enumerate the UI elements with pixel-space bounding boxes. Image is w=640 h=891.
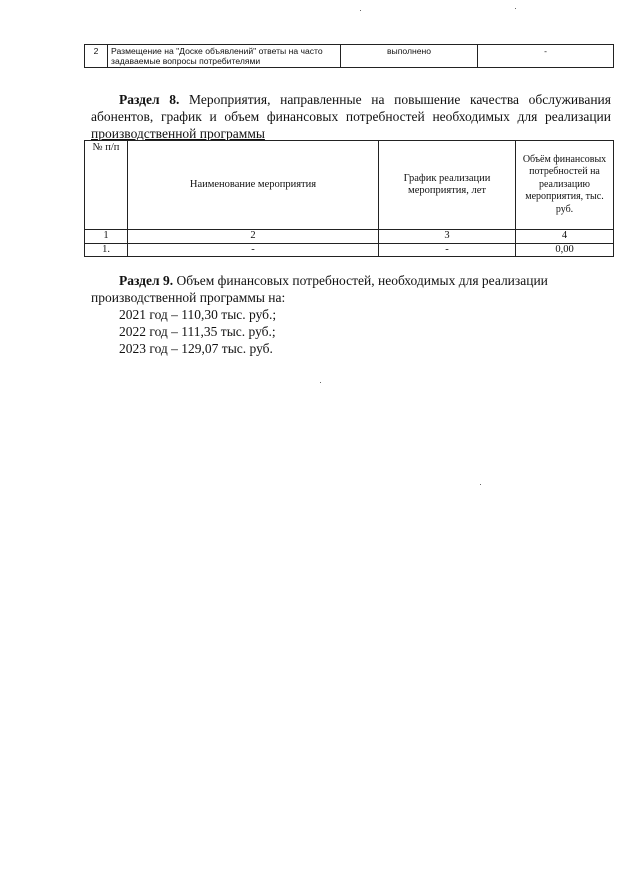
table-row bbox=[85, 45, 614, 68]
table-index-row bbox=[85, 230, 614, 244]
section-8-text-underlined: производственной программы bbox=[91, 126, 265, 141]
measure-schedule: - bbox=[379, 243, 516, 257]
header-number: № п/п bbox=[85, 141, 128, 230]
year-amount-line: 2022 год – 111,35 тыс. руб.; bbox=[119, 324, 276, 339]
measure-extra: - bbox=[478, 45, 614, 68]
section-9-text: Объем финансовых потребностей, необходимых для реализации производственной программы на: bbox=[91, 273, 548, 305]
table-header-row bbox=[85, 141, 614, 230]
measure-name: Размещение на "Доске объявлений" ответы на часто задаваемые вопросы потребителями bbox=[108, 45, 341, 68]
scan-speck bbox=[360, 10, 361, 11]
table-row bbox=[85, 243, 614, 257]
section-8-paragraph bbox=[91, 91, 611, 142]
scan-speck bbox=[480, 484, 481, 485]
section-8-table bbox=[84, 140, 614, 257]
measure-name: - bbox=[128, 243, 379, 257]
section-9-block bbox=[91, 272, 611, 357]
section-8-text: Мероприятия, направленные на повышение качества обслуживания абонентов, график и объем финансовых потребностей необходимых для реализации bbox=[91, 92, 611, 124]
row-number: 2 bbox=[85, 45, 108, 68]
measure-status: выполнено bbox=[341, 45, 478, 68]
section-9-label: Раздел 9. bbox=[119, 273, 174, 288]
previous-section-table bbox=[84, 44, 614, 68]
header-schedule: График реализации мероприятия, лет bbox=[379, 141, 516, 230]
header-measure-name: Наименование мероприятия bbox=[128, 141, 379, 230]
scan-speck bbox=[515, 8, 516, 9]
year-amount-line: 2023 год – 129,07 тыс. руб. bbox=[119, 341, 273, 356]
index-cell: 3 bbox=[379, 230, 516, 244]
index-cell: 4 bbox=[516, 230, 614, 244]
year-amount-line: 2021 год – 110,30 тыс. руб.; bbox=[119, 307, 277, 322]
section-9-paragraph bbox=[91, 272, 611, 306]
measure-cost: 0,00 bbox=[516, 243, 614, 257]
row-number: 1. bbox=[85, 243, 128, 257]
scan-speck bbox=[320, 382, 321, 383]
header-financial-volume: Объём финансовых потребностей на реализацию мероприятия, тыс. руб. bbox=[516, 141, 614, 230]
section-8-label: Раздел 8. bbox=[119, 92, 180, 107]
index-cell: 1 bbox=[85, 230, 128, 244]
index-cell: 2 bbox=[128, 230, 379, 244]
